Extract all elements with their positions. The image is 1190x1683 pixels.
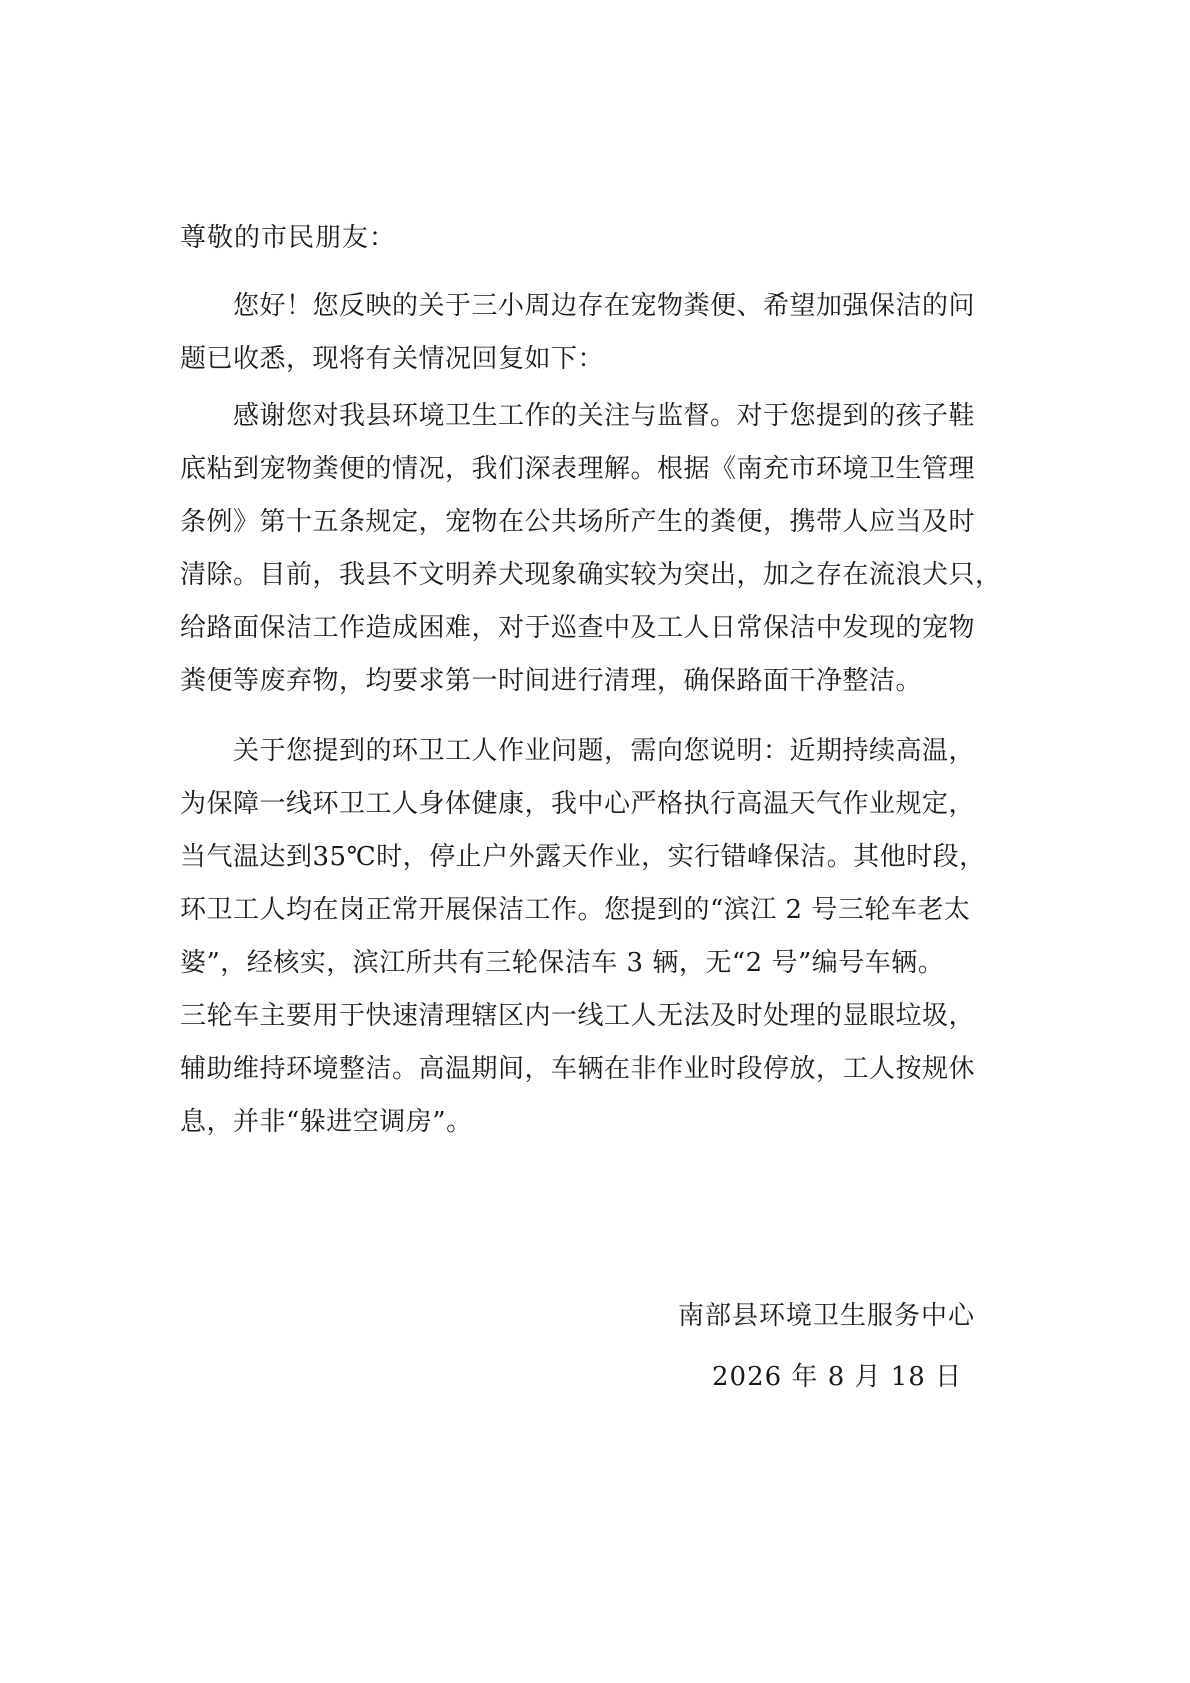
text-line: 底粘到宠物粪便的情况，我们深表理解。根据《南充市环境卫生管理 [180, 454, 976, 484]
paragraph-pet-waste [180, 390, 1002, 708]
text-line: 当气温达到35℃时，停止户外露天作业，实行错峰保洁。其他时段， [180, 842, 986, 872]
text-line: 辅助维持环境整洁。高温期间，车辆在非作业时段停放，工人按规休 [180, 1054, 976, 1084]
text-line: 您好！您反映的关于三小周边存在宠物粪便、希望加强保洁的问 [180, 291, 976, 321]
text-line: 环卫工人均在岗正常开展保洁工作。您提到的“滨江 2 号三轮车老太 [180, 895, 971, 925]
text-line: 给路面保洁工作造成困难，对于巡查中及工人日常保洁中发现的宠物 [180, 613, 976, 643]
text-line: 题已收悉，现将有关情况回复如下： [180, 344, 605, 374]
text-line: 条例》第十五条规定，宠物在公共场所产生的粪便，携带人应当及时 [180, 507, 976, 537]
paragraph-worker-operations [180, 725, 986, 1149]
text-line: 关于您提到的环卫工人作业问题，需向您说明：近期持续高温， [180, 736, 976, 766]
text-line: 为保障一线环卫工人身体健康，我中心严格执行高温天气作业规定， [180, 789, 976, 819]
signature-organization: 南部县环境卫生服务中心 [678, 1301, 976, 1331]
signature-date: 2026 年 8 月 18 日 [712, 1362, 963, 1392]
text-line: 三轮车主要用于快速清理辖区内一线工人无法及时处理的显眼垃圾， [180, 1001, 976, 1031]
text-line: 粪便等废弃物，均要求第一时间进行清理，确保路面干净整洁。 [180, 666, 923, 696]
paragraph-acknowledgement [180, 280, 975, 386]
text-line: 息，并非“躲进空调房”。 [180, 1107, 473, 1137]
text-line: 婆”，经核实，滨江所共有三轮保洁车 3 辆，无“2 号”编号车辆。 [180, 948, 945, 978]
letter-greeting: 尊敬的市民朋友： [180, 223, 397, 253]
text-line: 清除。目前，我县不文明养犬现象确实较为突出，加之存在流浪犬只， [180, 560, 1002, 590]
text-line: 感谢您对我县环境卫生工作的关注与监督。对于您提到的孩子鞋 [180, 401, 976, 431]
